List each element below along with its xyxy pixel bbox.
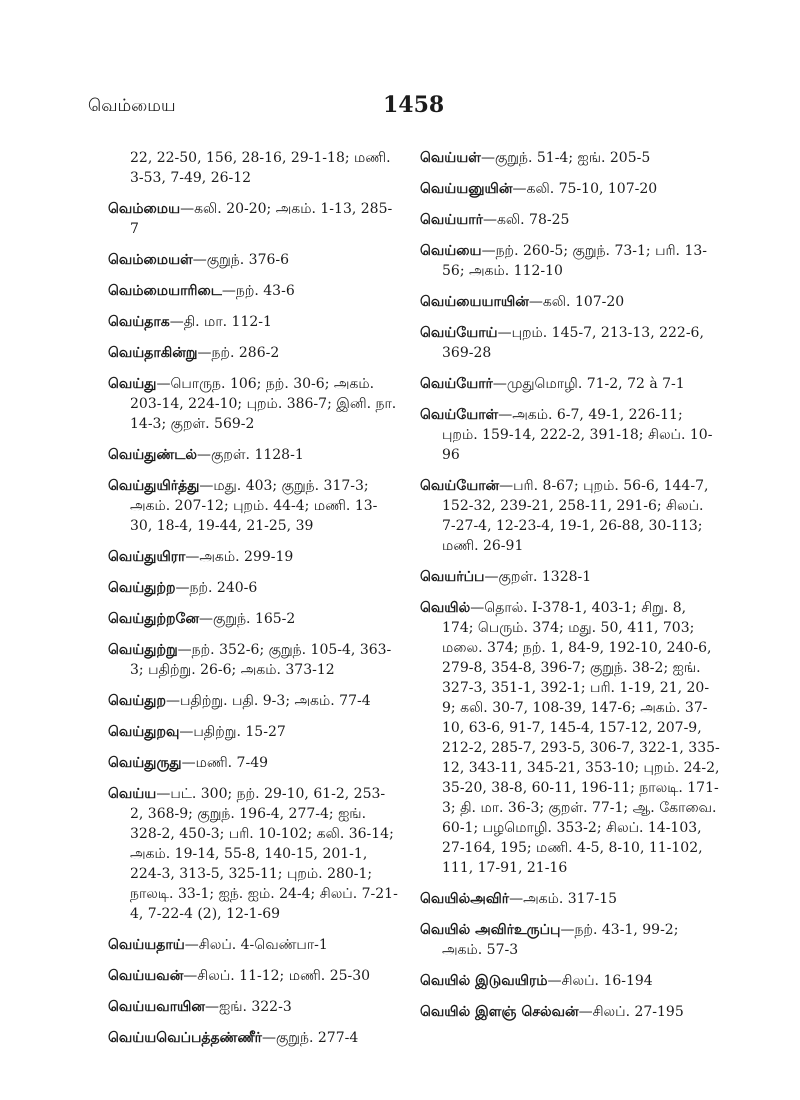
entry-references: —நற். 43-1, 99-2; அகம். 57-3 [442, 922, 679, 958]
entry-references: —பொருந. 106; நற். 30-6; அகம். 203-14, 224-10; புறம். 386-7; இனி. நா. 14-3; குறள். 569-2 [130, 376, 397, 432]
entry-references: —குறுந். 51-4; ஐங். 205-5 [480, 150, 651, 166]
entry-references: —குறள். 1328-1 [484, 569, 592, 585]
index-entry [108, 250, 398, 270]
entry-references: —புறம். 145-7, 213-13, 222-6, 369-28 [442, 325, 704, 361]
entry-references: —சிலப். 16-194 [547, 973, 653, 989]
index-entry [108, 312, 398, 332]
entry-headword: வெய்தாகின்று [108, 345, 198, 361]
entry-headword: வெய்துற [108, 693, 166, 709]
left-column [108, 148, 398, 1059]
entry-headword: வெய்யோள் [420, 407, 499, 423]
index-entry [108, 640, 398, 680]
entry-headword: வெய்யார் [420, 212, 483, 228]
index-entry [420, 374, 720, 394]
entry-headword: வெயர்ப்ப [420, 569, 485, 585]
entry-headword: வெய்யவாயின [108, 999, 205, 1015]
entry-references: —அகம். 299-19 [185, 549, 294, 565]
index-entry [108, 722, 398, 742]
entry-headword: வெய்ய [108, 786, 157, 802]
entry-references: —கலி. 20-20; அகம். 1-13, 285-7 [130, 201, 393, 237]
entry-headword: வெய்யோய் [420, 325, 498, 341]
index-entry [108, 691, 398, 711]
index-entry [420, 292, 720, 312]
entry-references: —சிலப். 11-12; மணி. 25-30 [183, 968, 371, 984]
entry-references: —முதுமொழி. 71-2, 72 à 7-1 [492, 376, 685, 392]
index-entry [420, 598, 720, 878]
entry-headword: வெய்யனுயின் [420, 181, 513, 197]
index-entry [420, 241, 720, 281]
entry-headword: வெய்துற்று [108, 642, 178, 658]
index-entry [108, 1028, 398, 1048]
entry-references: —பதிற்று. பதி. 9-3; அகம். 77-4 [165, 693, 371, 709]
index-entry [108, 578, 398, 598]
entry-headword: வெய்யையாயின் [420, 294, 529, 310]
entry-headword: வெய்துற்ற [108, 580, 176, 596]
entry-references: —குறள். 1128-1 [197, 447, 304, 463]
index-entry [108, 609, 398, 629]
entry-references: —குறுந். 165-2 [199, 611, 296, 627]
entry-references: —அகம். 6-7, 49-1, 226-11; புறம். 159-14, 222-2, 391-18; சிலப். 10-96 [442, 407, 713, 463]
index-entry [108, 753, 398, 773]
index-entry [108, 966, 398, 986]
index-entry [420, 179, 720, 199]
entry-references: —பரி. 8-67; புறம். 56-6, 144-7, 152-32, 239-21, 258-11, 291-6; சிலப். 7-27-4, 12-23-4, 19-1, 26-88, 30-113; மணி. 26-91 [442, 478, 709, 554]
entry-headword: வெயில் இடுவயிரம் [420, 973, 548, 989]
index-entry [108, 476, 398, 536]
entry-headword: வெய்தாக [108, 314, 170, 330]
index-entry [108, 997, 398, 1017]
entry-references: —சிலப். 27-195 [578, 1004, 684, 1020]
index-entry [420, 405, 720, 465]
entry-headword: வெய்யோன் [420, 478, 500, 494]
index-entry [420, 567, 720, 587]
entry-references: —சிலப். 4-வெண்பா-1 [184, 937, 328, 953]
entry-headword: வெய்யதாய் [108, 937, 185, 953]
entry-references: —பதிற்று. 15-27 [179, 724, 286, 740]
entry-headword: வெய்யோர் [420, 376, 493, 392]
index-entry [420, 210, 720, 230]
entry-headword: வெயில் அவிர்உருப்பு [420, 922, 561, 938]
index-entry [420, 323, 720, 363]
entry-references: —நற். 352-6; குறுந். 105-4, 363-3; பதிற்று. 26-6; அகம். 373-12 [130, 642, 392, 678]
page-number: 1458 [383, 92, 445, 118]
entry-headword: வெம்மைய [108, 201, 181, 217]
entry-references: —நற். 260-5; குறுந். 73-1; பரி. 13-56; அகம். 112-10 [442, 243, 708, 279]
entry-headword: வெயில் இளஞ் செல்வன் [420, 1004, 579, 1020]
entry-headword: வெய்யவெப்பத்தண்ணீர் [108, 1030, 262, 1046]
entry-references: —கலி. 75-10, 107-20 [512, 181, 658, 197]
entry-headword: வெய்துண்டல் [108, 447, 198, 463]
running-head-word: வெம்மைய [88, 96, 176, 116]
index-entry [108, 199, 398, 239]
entry-headword: வெய்துயிரா [108, 549, 186, 565]
entry-references: —நற். 43-6 [221, 283, 295, 299]
entry-references: —தொல். I-378-1, 403-1; சிறு. 8, 174; பெரும். 374; மது. 50, 411, 703; மலை. 374; நற். 1, 84-9, 192-10, 240-6, 279-8, 354-8, 396-7; குறுந். 38-2; ஐங். 327-3, 351-1, 392-1; பரி. 1-19, 21, 20-9; கலி. 30-7, 108-39, 147-6; அகம். 37-10, 63-6, 91-7, 145-4, 157-12, 207-9, 212-2, 285-7, 293-5, 306-7, 322-1, 335-12, 343-11, 345-21, 353-10; புறம். 24-2, 35-20, 38-8, 60-11, 196-11; நாலடி. 171-3; தி. மா. 36-3; குறள். 77-1; ஆ. கோவை. 60-1; பழமொழி. 353-2; சிலப். 14-103, 27-164, 195; மணி. 4-5, 8-10, 11-102, 111, 17-91, 21-16 [442, 600, 720, 876]
entry-references: —நற். 240-6 [175, 580, 258, 596]
entry-headword: வெய்துறவு [108, 724, 180, 740]
entry-references: —தி. மா. 112-1 [169, 314, 272, 330]
index-entry [420, 148, 720, 168]
entry-references: —மது. 403; குறுந். 317-3; அகம். 207-12; புறம். 44-4; மணி. 13-30, 18-4, 19-44, 21-25, 39 [130, 478, 378, 534]
index-entry [108, 343, 398, 363]
index-entry [108, 784, 398, 924]
index-entry [420, 1002, 720, 1022]
entry-references: 22, 22-50, 156, 28-16, 29-1-18; மணி. 3-53, 7-49, 26-12 [130, 150, 391, 186]
index-entry [108, 148, 398, 188]
index-entry [108, 445, 398, 465]
index-entry [420, 920, 720, 960]
entry-headword: வெய்யை [420, 243, 482, 259]
index-entry [108, 374, 398, 434]
entry-headword: வெய்து [108, 376, 157, 392]
entry-references: —குறுந். 376-6 [192, 252, 290, 268]
entry-headword: வெய்துருது [108, 755, 182, 771]
index-entry [108, 547, 398, 567]
entry-references: —ஐங். 322-3 [204, 999, 292, 1015]
index-entry [420, 889, 720, 909]
entry-references: —நற். 286-2 [197, 345, 280, 361]
entry-references: —கலி. 107-20 [528, 294, 625, 310]
entry-headword: வெய்யவன் [108, 968, 184, 984]
entry-references: —குறுந். 277-4 [261, 1030, 359, 1046]
index-entry [420, 476, 720, 556]
entry-headword: வெம்மையாரிடை [108, 283, 222, 299]
entry-headword: வெய்யள் [420, 150, 481, 166]
entry-headword: வெயில் [420, 600, 471, 616]
entry-headword: வெய்துற்றனே [108, 611, 200, 627]
entry-references: —மணி. 7-49 [181, 755, 269, 771]
index-entry [108, 281, 398, 301]
entry-references: —அகம். 317-15 [509, 891, 618, 907]
right-column [420, 148, 720, 1033]
index-entry [420, 971, 720, 991]
entry-headword: வெம்மையள் [108, 252, 193, 268]
entry-headword: வெயில்அவிர் [420, 891, 510, 907]
entry-references: —கலி. 78-25 [482, 212, 570, 228]
entry-references: —பட். 300; நற். 29-10, 61-2, 253-2, 368-9; குறுந். 196-4, 277-4; ஐங். 328-2, 450-3; பரி. 10-102; கலி. 36-14; அகம். 19-14, 55-8, 140-15, 201-1, 224-3, 313-5, 325-11; புறம். 280-1; நாலடி. 33-1; ஐந். ஐம். 24-4; சிலப். 7-21-4, 7-22-4 (2), 12-1-69 [130, 786, 398, 922]
index-entry [108, 935, 398, 955]
entry-headword: வெய்துயிர்த்து [108, 478, 200, 494]
